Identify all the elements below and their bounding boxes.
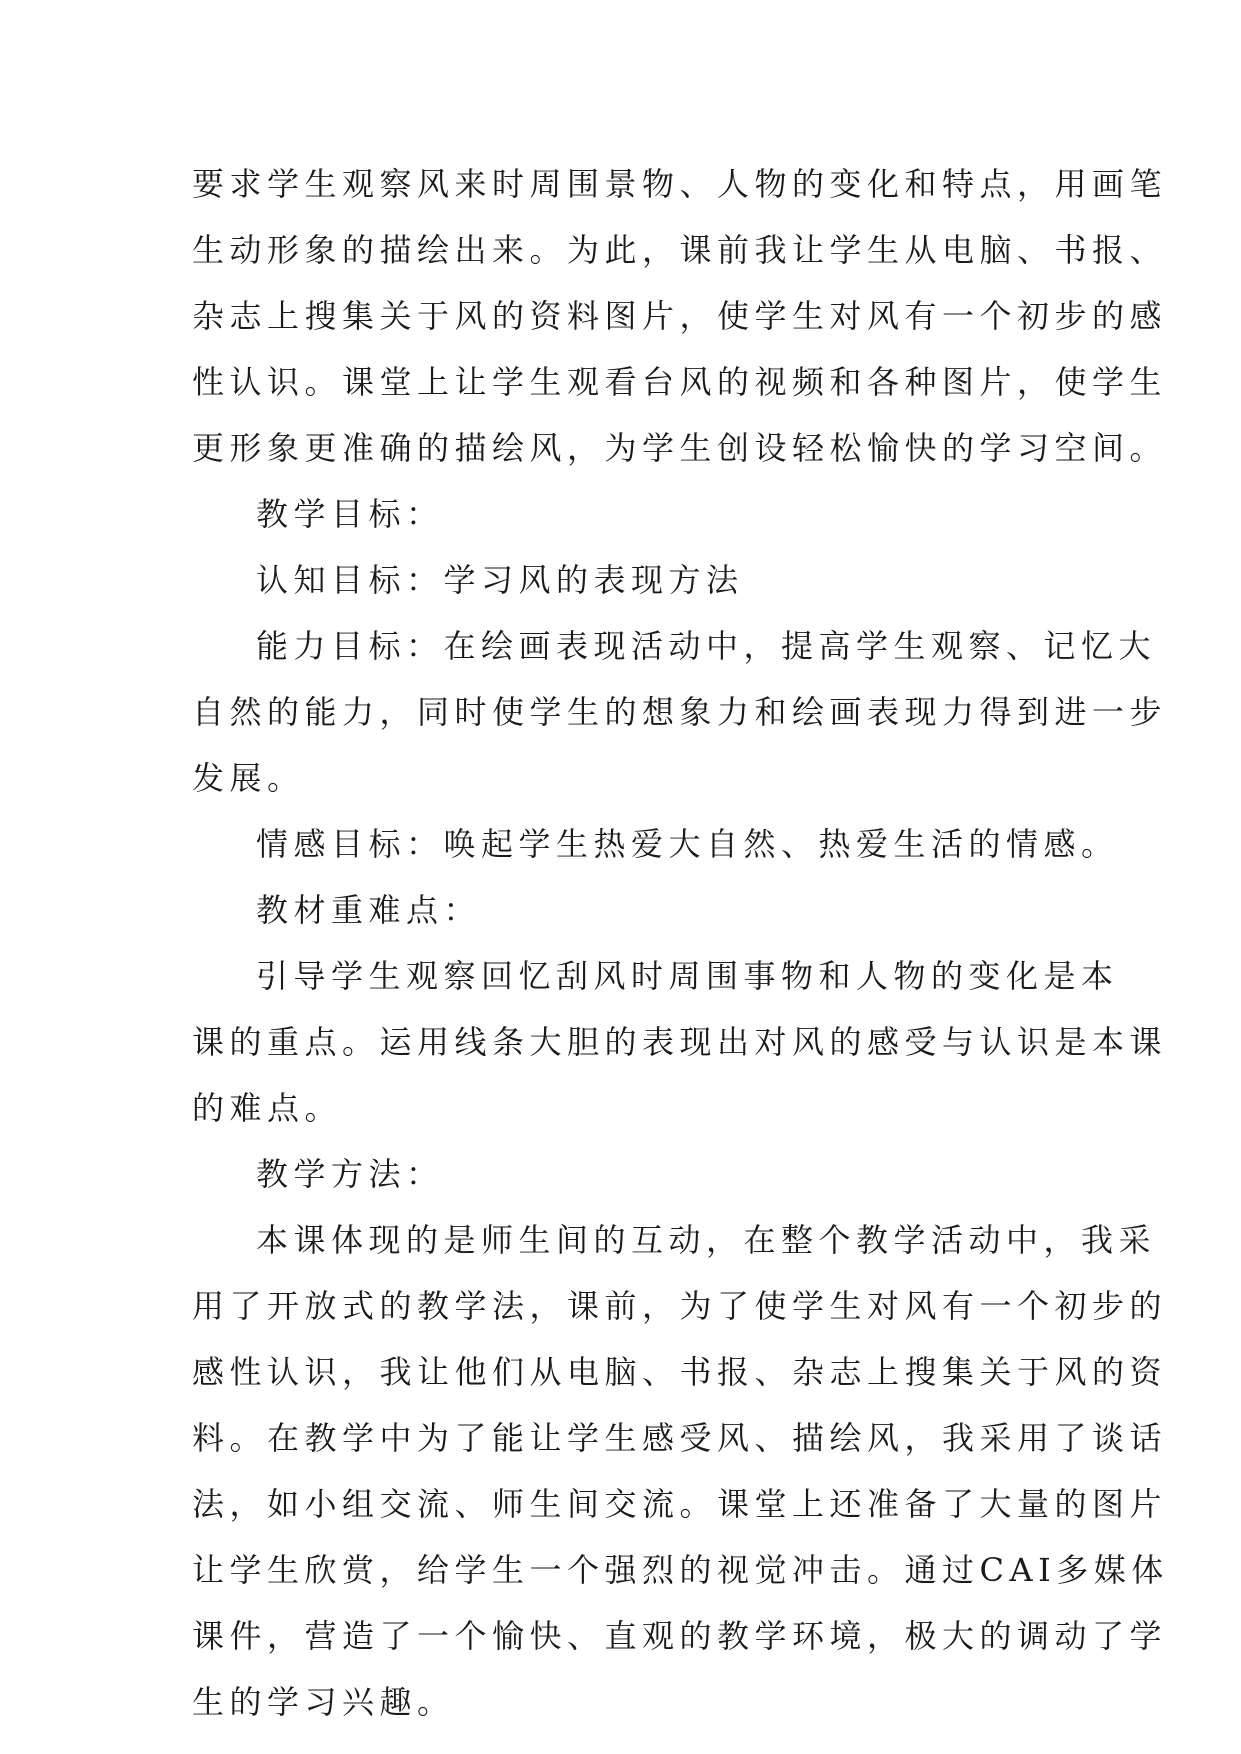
text-line: 自然的能力，同时使学生的想象力和绘画表现力得到进一步 [192, 693, 1168, 731]
text-line: 课件，营造了一个愉快、直观的教学环境，极大的调动了学 [192, 1617, 1168, 1655]
section-heading-teaching-goals: 教学目标： [256, 495, 444, 533]
text-line: 发展。 [192, 759, 305, 797]
text-line: 情感目标：唤起学生热爱大自然、热爱生活的情感。 [256, 825, 1119, 863]
section-heading-teaching-methods: 教学方法： [256, 1155, 444, 1193]
section-heading-key-points: 教材重难点： [256, 891, 482, 929]
text-line: 料。在教学中为了能让学生感受风、描绘风，我采用了谈话 [192, 1419, 1168, 1457]
text-line: 能力目标：在绘画表现活动中，提高学生观察、记忆大 [256, 627, 1157, 665]
text-line: 的难点。 [192, 1089, 343, 1127]
text-line: 杂志上搜集关于风的资料图片，使学生对风有一个初步的感 [192, 297, 1168, 335]
text-line: 更形象更准确的描绘风，为学生创设轻松愉快的学习空间。 [192, 429, 1168, 467]
text-line: 生动形象的描绘出来。为此，课前我让学生从电脑、书报、 [192, 231, 1168, 269]
text-line: 认知目标：学习风的表现方法 [256, 561, 744, 599]
text-line: 感性认识，我让他们从电脑、书报、杂志上搜集关于风的资 [192, 1353, 1168, 1391]
text-line: 课的重点。运用线条大胆的表现出对风的感受与认识是本课 [192, 1023, 1168, 1061]
text-line: 要求学生观察风来时周围景物、人物的变化和特点，用画笔 [192, 165, 1168, 203]
text-line: 性认识。课堂上让学生观看台风的视频和各种图片，使学生 [192, 363, 1168, 401]
text-line: 法，如小组交流、师生间交流。课堂上还准备了大量的图片 [192, 1485, 1168, 1523]
text-line: 引导学生观察回忆刮风时周围事物和人物的变化是本 [256, 957, 1119, 995]
text-line: 用了开放式的教学法，课前，为了使学生对风有一个初步的 [192, 1287, 1168, 1325]
text-line: 让学生欣赏，给学生一个强烈的视觉冲击。通过CAI多媒体 [192, 1551, 1169, 1589]
text-line: 生的学习兴趣。 [192, 1683, 455, 1721]
text-line: 本课体现的是师生间的互动，在整个教学活动中，我采 [256, 1221, 1157, 1259]
